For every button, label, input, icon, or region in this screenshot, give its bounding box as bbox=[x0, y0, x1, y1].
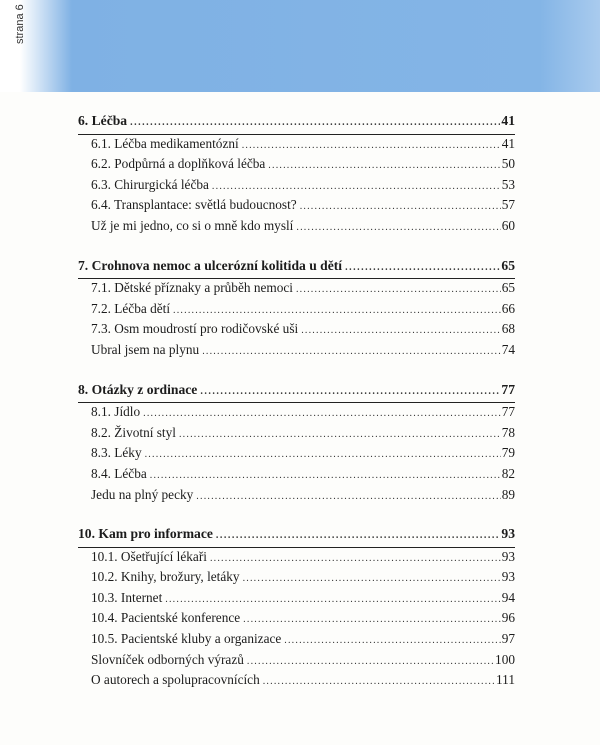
toc-item-page: 77 bbox=[501, 404, 515, 420]
dot-leader bbox=[268, 157, 500, 176]
toc-heading bbox=[78, 381, 515, 402]
dot-leader bbox=[284, 632, 500, 651]
toc-item bbox=[78, 444, 515, 465]
toc-item-page: 78 bbox=[501, 424, 515, 440]
toc-item bbox=[78, 217, 515, 238]
header-band bbox=[0, 0, 600, 92]
toc-heading-label: 10. Kam pro informace bbox=[78, 526, 213, 542]
toc-item-page: 60 bbox=[501, 217, 515, 233]
dot-leader bbox=[242, 137, 501, 156]
dot-leader bbox=[210, 550, 501, 569]
toc-section-8 bbox=[78, 381, 515, 507]
toc-heading bbox=[78, 257, 515, 278]
toc-item-label: 8.4. Léčba bbox=[91, 465, 147, 481]
toc-item-page: 93 bbox=[501, 548, 515, 564]
toc-item bbox=[78, 403, 515, 424]
toc-item-page: 53 bbox=[501, 176, 515, 192]
toc-item-label: 10.1. Ošetřující lékaři bbox=[91, 548, 207, 564]
dot-leader bbox=[145, 446, 501, 465]
toc-item-label: 7.1. Dětské příznaky a průběh nemoci bbox=[91, 280, 293, 296]
toc-item-label: 6.2. Podpůrná a doplňková léčba bbox=[91, 156, 266, 172]
toc-item-page: 74 bbox=[501, 341, 515, 357]
toc-item-label: 10.4. Pacientské konference bbox=[91, 610, 241, 626]
dot-leader bbox=[212, 178, 501, 197]
toc-heading-page: 93 bbox=[501, 526, 515, 542]
toc-item-page: 65 bbox=[501, 280, 515, 296]
dot-leader bbox=[173, 302, 501, 321]
toc-item bbox=[78, 279, 515, 300]
toc-item-label: 8.2. Životní styl bbox=[91, 424, 176, 440]
dot-leader bbox=[263, 673, 495, 692]
dot-leader bbox=[165, 591, 500, 610]
toc-item-label: 10.5. Pacientské kluby a organizace bbox=[91, 631, 282, 647]
toc-item-page: 79 bbox=[501, 445, 515, 461]
dot-leader bbox=[143, 405, 501, 424]
toc-item-page: 82 bbox=[501, 465, 515, 481]
toc-item-label: 6.4. Transplantace: světlá budoucnost? bbox=[91, 197, 297, 213]
toc-item-label: 7.2. Léčba dětí bbox=[91, 300, 171, 316]
dot-leader bbox=[150, 467, 501, 486]
toc-item-page: 100 bbox=[495, 651, 515, 667]
toc-item-page: 68 bbox=[501, 321, 515, 337]
toc-item bbox=[78, 465, 515, 486]
table-of-contents bbox=[78, 112, 515, 711]
dot-leader bbox=[196, 488, 500, 507]
dot-leader bbox=[296, 219, 500, 238]
page-label: strana 6 bbox=[14, 4, 26, 44]
toc-heading bbox=[78, 525, 515, 546]
toc-item-page: 89 bbox=[501, 486, 515, 502]
toc-item-label: 6.3. Chirurgická léčba bbox=[91, 176, 209, 192]
toc-item bbox=[78, 320, 515, 341]
toc-item bbox=[78, 630, 515, 651]
dot-leader bbox=[243, 611, 501, 630]
toc-heading-label: 7. Crohnova nemoc a ulcerózní kolitida u dětí bbox=[78, 257, 343, 273]
dot-leader bbox=[200, 383, 500, 402]
toc-item bbox=[78, 341, 515, 362]
toc-item-label: 10.2. Knihy, brožury, letáky bbox=[91, 569, 240, 585]
toc-section-6 bbox=[78, 112, 515, 238]
toc-item-page: 66 bbox=[501, 300, 515, 316]
toc-item bbox=[78, 568, 515, 589]
toc-item bbox=[78, 609, 515, 630]
dot-leader bbox=[216, 527, 500, 546]
toc-heading-page: 41 bbox=[501, 113, 515, 128]
toc-item-page: 41 bbox=[501, 135, 515, 151]
toc-item bbox=[78, 548, 515, 569]
toc-heading bbox=[78, 112, 515, 133]
toc-item-label: Jedu na plný pecky bbox=[91, 486, 194, 502]
toc-item bbox=[78, 671, 515, 692]
toc-item-page: 50 bbox=[501, 156, 515, 172]
toc-item bbox=[78, 589, 515, 610]
toc-item bbox=[78, 155, 515, 176]
toc-item-page: 97 bbox=[501, 631, 515, 647]
toc-item-label: 7.3. Osm moudrostí pro rodičovské uši bbox=[91, 321, 299, 337]
toc-heading-page: 65 bbox=[501, 257, 515, 273]
toc-item bbox=[78, 424, 515, 445]
toc-item-label: O autorech a spolupracovnících bbox=[91, 672, 260, 688]
toc-heading-label: 8. Otázky z ordinace bbox=[78, 381, 198, 397]
toc-item-label: 8.3. Léky bbox=[91, 445, 142, 461]
dot-leader bbox=[130, 114, 500, 133]
dot-leader bbox=[243, 570, 501, 589]
dot-leader bbox=[345, 259, 500, 278]
toc-item bbox=[78, 176, 515, 197]
dot-leader bbox=[179, 426, 501, 445]
toc-heading-page: 77 bbox=[501, 381, 515, 397]
toc-item bbox=[78, 196, 515, 217]
toc-item bbox=[78, 486, 515, 507]
dot-leader bbox=[296, 281, 501, 300]
toc-heading-label: 6. Léčba bbox=[78, 113, 128, 128]
toc-item-label: 6.1. Léčba medikamentózní bbox=[91, 135, 239, 151]
toc-item bbox=[78, 300, 515, 321]
dot-leader bbox=[202, 343, 501, 362]
toc-section-7 bbox=[78, 257, 515, 362]
toc-item-page: 57 bbox=[501, 197, 515, 213]
dot-leader bbox=[300, 198, 501, 217]
toc-item-label: Už je mi jedno, co si o mně kdo myslí bbox=[91, 217, 294, 233]
toc-item-page: 93 bbox=[501, 569, 515, 585]
toc-item-label: 8.1. Jídlo bbox=[91, 404, 141, 420]
toc-item bbox=[78, 651, 515, 672]
dot-leader bbox=[247, 653, 494, 672]
toc-item bbox=[78, 135, 515, 156]
toc-item-label: 10.3. Internet bbox=[91, 589, 163, 605]
toc-item-page: 111 bbox=[496, 672, 515, 688]
toc-item-label: Slovníček odborných výrazů bbox=[91, 651, 244, 667]
toc-item-label: Ubral jsem na plynu bbox=[91, 341, 200, 357]
toc-item-page: 94 bbox=[501, 589, 515, 605]
toc-item-page: 96 bbox=[501, 610, 515, 626]
dot-leader bbox=[301, 322, 501, 341]
toc-section-10 bbox=[78, 525, 515, 692]
